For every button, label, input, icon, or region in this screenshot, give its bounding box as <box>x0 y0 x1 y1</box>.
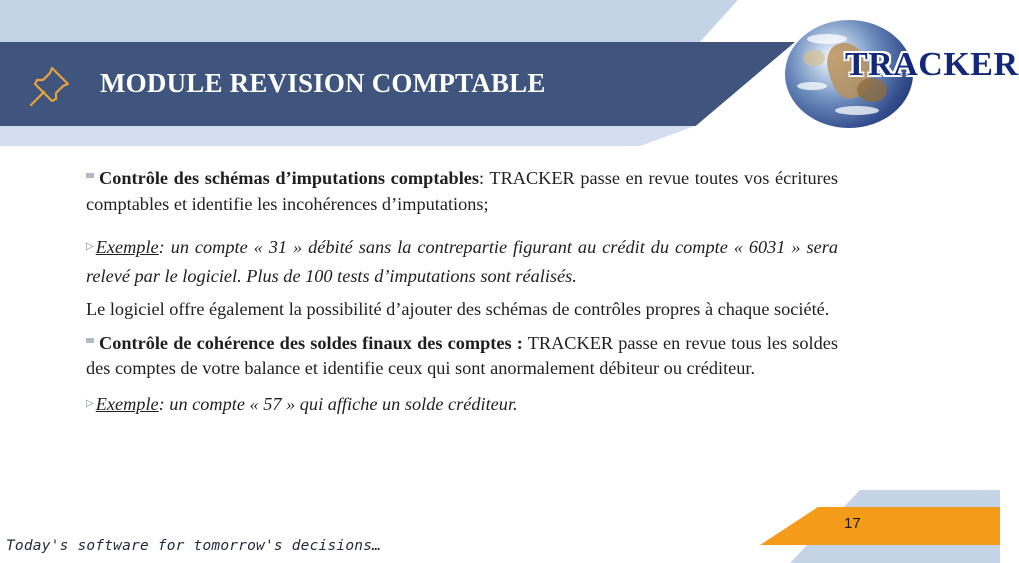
paragraph-schemas-control: Contrôle des schémas d’imputations comptables: TRACKER passe en revue toutes vos écritures comptables et identifie les incohérences d’imputations; <box>86 168 838 214</box>
heading-balance-control: Contrôle de cohérence des soldes finaux des comptes : <box>99 332 523 353</box>
heading-schemas-control: Contrôle des schémas d’imputations comptables <box>99 168 480 188</box>
pushpin-icon <box>26 62 74 110</box>
paragraph-example-2: ▷ Exemple: un compte « 57 » qui affiche un solde créditeur. <box>86 392 838 421</box>
slide-body <box>86 166 838 420</box>
page-number-orange-band <box>760 507 1000 545</box>
bullet-triangle-icon: ▷ <box>86 397 94 409</box>
logo-wordmark: TRACKER <box>845 46 1019 83</box>
bullet-square-icon <box>86 173 94 178</box>
under-title-light-band <box>0 126 695 146</box>
tracker-logo <box>775 14 1019 134</box>
bullet-triangle-icon: ▷ <box>86 241 94 252</box>
bullet-square-icon <box>86 338 94 343</box>
example-label: Exemple <box>95 393 159 414</box>
page-number: 17 <box>844 515 861 532</box>
paragraph-custom-schemas: Le logiciel offre également la possibilité d’ajouter des schémas de contrôles propres à chaque société. <box>86 299 830 319</box>
example-label: Exemple <box>95 237 159 257</box>
footer-tagline: Today's software for tomorrow's decisions… <box>6 538 382 554</box>
top-light-band <box>0 0 738 42</box>
page-title: MODULE REVISION COMPTABLE <box>100 68 546 98</box>
paragraph-example-1: ▷ Exemple: un compte « 31 » débité sans la contrepartie figurant au crédit du compte « 6031 » sera relevé par le logiciel. Plus de 100 tests d’imputations sont réalisés. <box>86 235 838 289</box>
paragraph-balance-control: Contrôle de cohérence des soldes finaux des comptes : TRACKER passe en revue tous les soldes des comptes de votre balance et identifie ceux qui sont anormalement débiteur ou créditeur. <box>86 332 839 378</box>
